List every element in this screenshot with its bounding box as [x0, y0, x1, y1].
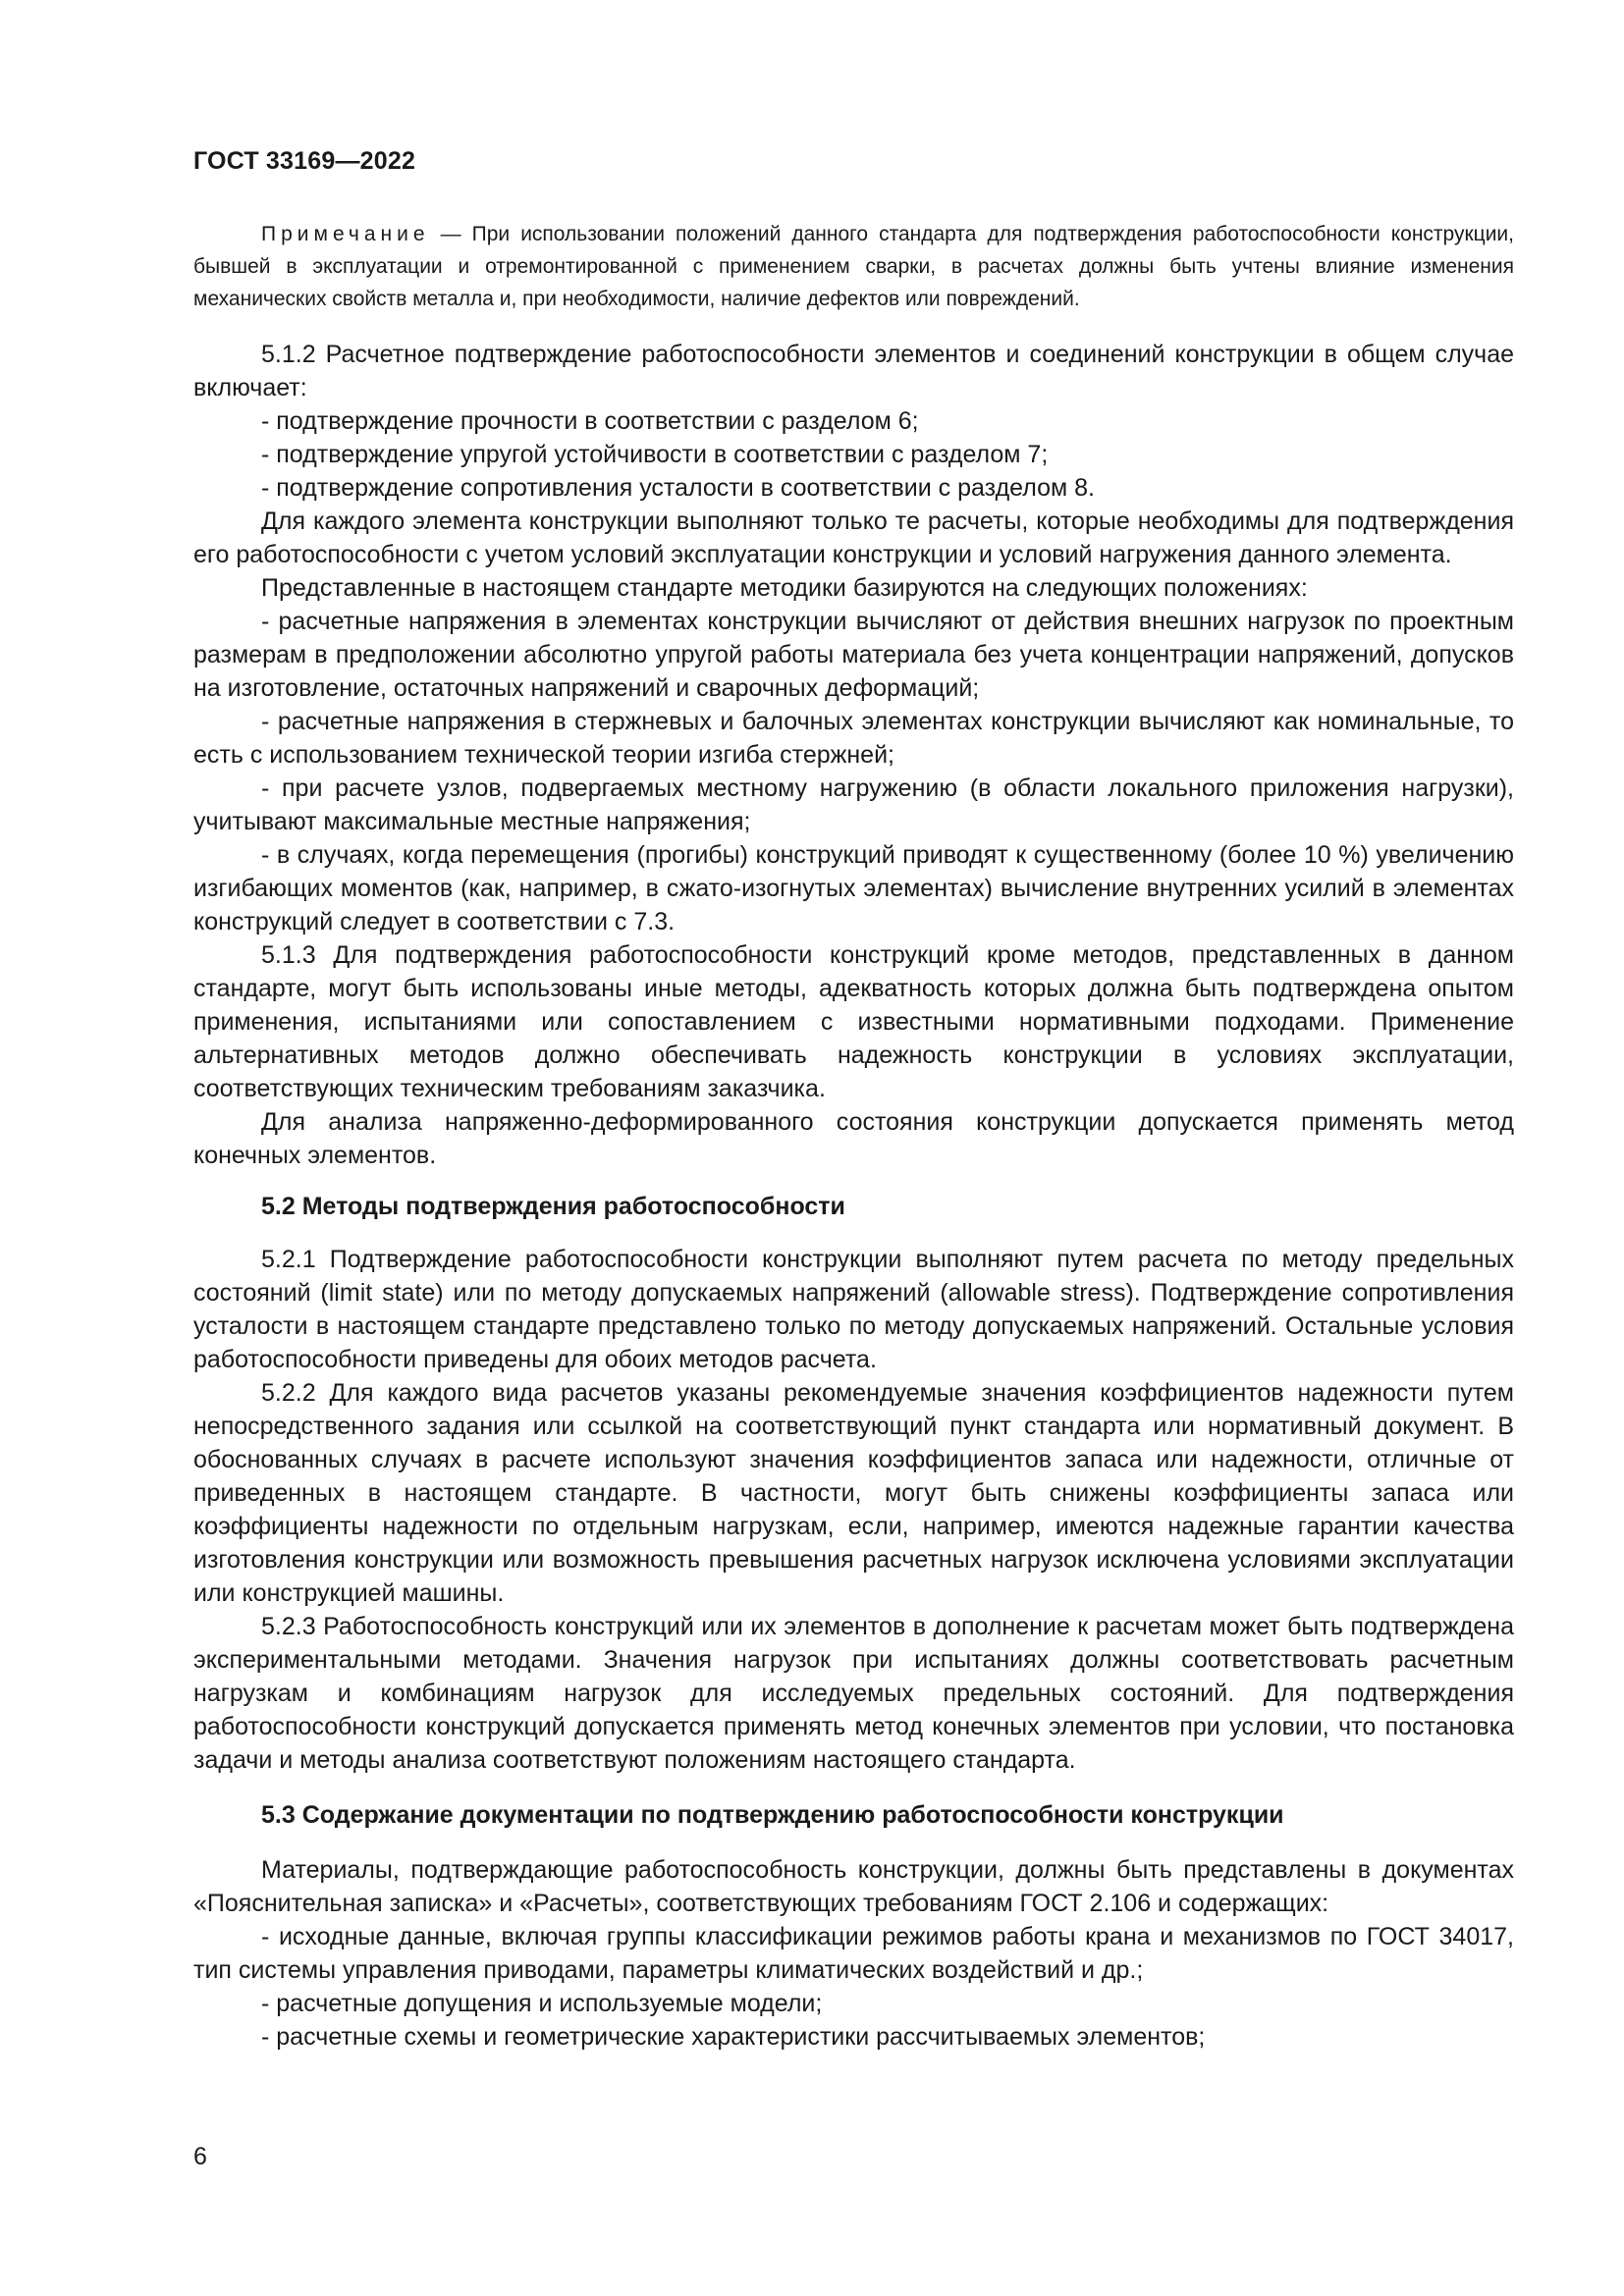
list-item: - расчетные напряжения в стержневых и балочных элементах конструкции вычисляют как номинальные, то есть с использованием технической теории изгиба стержней;: [193, 708, 1514, 769]
paragraph-5-1-2: 5.1.2 Расчетное подтверждение работоспособности элементов и соединений конструкции в общем случае включает:: [193, 341, 1514, 401]
list-item: - исходные данные, включая группы классификации режимов работы крана и механизмов по ГОСТ 34017, тип системы управления приводами, параметры климатических воздействий и др.;: [193, 1923, 1514, 1984]
note-label: Примечание: [261, 223, 430, 245]
paragraph-5-2-3: 5.2.3 Работоспособность конструкций или их элементов в дополнение к расчетам может быть подтверждена экспериментальными методами. Значения нагрузок при испытаниях должны соответствовать расчетным нагрузкам и комбинациям нагрузок для исследуемых предельных состояний. Для подтверждения работоспособности конструкций допускается применять метод конечных элементов при условии, что постановка задачи и методы анализа соответствуют положениям настоящего стандарта.: [193, 1613, 1514, 1774]
list-item: - при расчете узлов, подвергаемых местному нагружению (в области локального приложения нагрузки), учитывают максимальные местные напряжения;: [193, 774, 1514, 835]
paragraph: Для каждого элемента конструкции выполняют только те расчеты, которые необходимы для подтверждения его работоспособности с учетом условий эксплуатации конструкции и условий нагружения данного элемента.: [193, 507, 1514, 568]
list-item: - подтверждение упругой устойчивости в соответствии с разделом 7;: [261, 441, 1049, 468]
paragraph: Материалы, подтверждающие работоспособность конструкции, должны быть представлены в документах «Пояснительная записка» и «Расчеты», соответствующих требованиям ГОСТ 2.106 и содержащих:: [193, 1856, 1514, 1917]
note-text: — При использовании положений данного стандарта для подтверждения работоспособности конструкции, бывшей в эксплуатации и отремонтированной с применением сварки, в расчетах должны быть учтены влияние изменения механических свойств металла и, при необходимости, наличие дефектов или повреждений.: [193, 223, 1514, 310]
paragraph-5-1-3: 5.1.3 Для подтверждения работоспособности конструкций кроме методов, представленных в данном стандарте, могут быть использованы иные методы, адекватность которых должна быть подтверждена опытом применения, испытаниями или сопоставлением с известными нормативными подходами. Применение альтернативных методов должно обеспечивать надежность конструкции в условиях эксплуатации, соответствующих техническим требованиям заказчика.: [193, 941, 1514, 1102]
paragraph: Представленные в настоящем стандарте методики базируются на следующих положениях:: [261, 574, 1308, 602]
paragraph-5-2-2: 5.2.2 Для каждого вида расчетов указаны рекомендуемые значения коэффициентов надежности путем непосредственного задания или ссылкой на соответствующий пункт стандарта или нормативный документ. В обоснованных случаях в расчете используют значения коэффициентов запаса или надежности, отличные от приведенных в настоящем стандарте. В частности, могут быть снижены коэффициенты запаса или коэффициенты надежности по отдельным нагрузкам, если, например, имеются надежные гарантии качества изготовления конструкции или возможность превышения расчетных нагрузок исключена условиями эксплуатации или конструкцией машины.: [193, 1379, 1514, 1607]
note-block: [193, 218, 1514, 315]
document-header: ГОСТ 33169—2022: [193, 147, 416, 175]
page-number: 6: [193, 2143, 207, 2170]
list-item: - в случаях, когда перемещения (прогибы) конструкций приводят к существенному (более 10 %) увеличению изгибающих моментов (как, например, в сжато-изогнутых элементах) вычисление внутренних усилий в элементах конструкций следует в соответствии с 7.3.: [193, 841, 1514, 935]
page-content: [193, 218, 1514, 2054]
section-heading-5-3: 5.3 Содержание документации по подтверждению работоспособности конструкции: [261, 1801, 1284, 1829]
list-item: - расчетные схемы и геометрические характеристики рассчитываемых элементов;: [261, 2023, 1206, 2051]
paragraph-5-2-1: 5.2.1 Подтверждение работоспособности конструкции выполняют путем расчета по методу предельных состояний (limit state) или по методу допускаемых напряжений (allowable stress). Подтверждение сопротивления усталости в настоящем стандарте представлено только по методу допускаемых напряжений. Остальные условия работоспособности приведены для обоих методов расчета.: [193, 1246, 1514, 1373]
section-heading-5-2: 5.2 Методы подтверждения работоспособности: [261, 1193, 845, 1220]
list-item: - расчетные напряжения в элементах конструкции вычисляют от действия внешних нагрузок по проектным размерам в предположении абсолютно упругой работы материала без учета концентрации напряжений, допусков на изготовление, остаточных напряжений и сварочных деформаций;: [193, 608, 1514, 702]
list-item: - подтверждение прочности в соответствии с разделом 6;: [261, 407, 919, 435]
list-item: - подтверждение сопротивления усталости в соответствии с разделом 8.: [261, 474, 1095, 502]
list-item: - расчетные допущения и используемые модели;: [261, 1990, 823, 2017]
paragraph: Для анализа напряженно-деформированного состояния конструкции допускается применять метод конечных элементов.: [193, 1108, 1514, 1169]
